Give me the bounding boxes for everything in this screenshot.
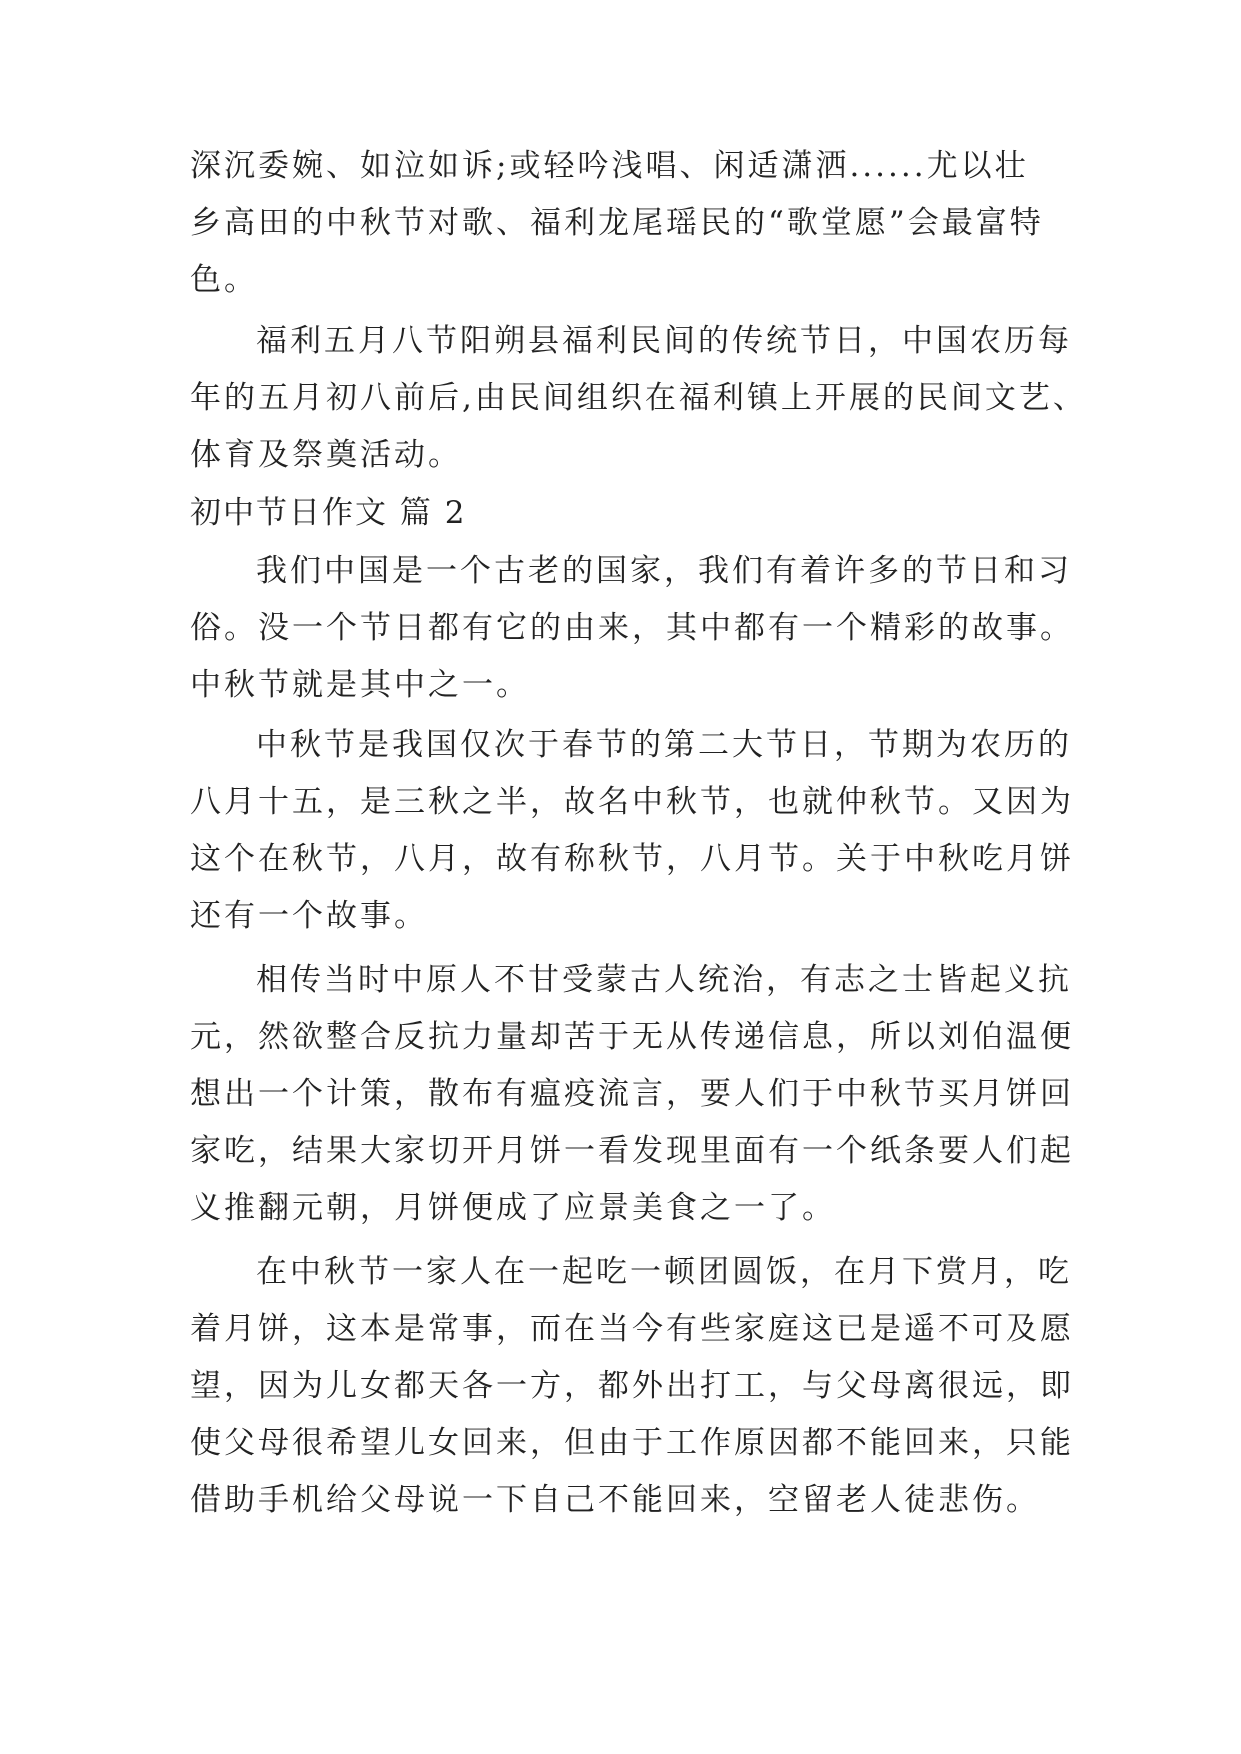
paragraph-line: 中秋节是我国仅次于春节的第二大节日，节期为农历的	[256, 727, 1072, 763]
paragraph-line: 义推翻元朝，月饼便成了应景美食之一了。	[190, 1190, 836, 1226]
paragraph-line: 乡高田的中秋节对歌、福利龙尾瑶民的“歌堂愿”会最富特	[190, 205, 1044, 241]
paragraph-line: 望，因为儿女都天各一方，都外出打工，与父母离很远，即	[190, 1368, 1074, 1404]
paragraph-line: 这个在秋节，八月，故有称秋节，八月节。关于中秋吃月饼	[190, 841, 1074, 877]
paragraph-line: 八月十五，是三秋之半，故名中秋节，也就仲秋节。又因为	[190, 784, 1074, 820]
paragraph-line: 我们中国是一个古老的国家，我们有着许多的节日和习	[256, 553, 1072, 589]
section-heading: 初中节日作文 篇 2	[190, 495, 467, 531]
paragraph-line: 借助手机给父母说一下自己不能回来，空留老人徒悲伤。	[190, 1482, 1040, 1518]
paragraph-line: 想出一个计策，散布有瘟疫流言，要人们于中秋节买月饼回	[190, 1076, 1074, 1112]
paragraph-line: 年的五月初八前后,由民间组织在福利镇上开展的民间文艺、	[190, 380, 1087, 416]
paragraph-line: 还有一个故事。	[190, 898, 428, 934]
paragraph-line: 元，然欲整合反抗力量却苦于无从传递信息，所以刘伯温便	[190, 1019, 1074, 1055]
paragraph-line: 家吃，结果大家切开月饼一看发现里面有一个纸条要人们起	[190, 1133, 1074, 1169]
paragraph-line: 深沉委婉、如泣如诉;或轻吟浅唱、闲适潇洒......尤以壮	[190, 148, 1029, 184]
paragraph-line: 中秋节就是其中之一。	[190, 667, 530, 703]
paragraph-line: 相传当时中原人不甘受蒙古人统治，有志之士皆起义抗	[256, 962, 1072, 998]
paragraph-line: 色。	[190, 262, 258, 298]
paragraph-line: 俗。没一个节日都有它的由来，其中都有一个精彩的故事。	[190, 610, 1074, 646]
paragraph-line: 福利五月八节阳朔县福利民间的传统节日，中国农历每	[256, 323, 1072, 359]
paragraph-line: 使父母很希望儿女回来，但由于工作原因都不能回来，只能	[190, 1425, 1074, 1461]
paragraph-line: 在中秋节一家人在一起吃一顿团圆饭，在月下赏月，吃	[256, 1254, 1072, 1290]
paragraph-line: 体育及祭奠活动。	[190, 437, 462, 473]
paragraph-line: 着月饼，这本是常事，而在当今有些家庭这已是遥不可及愿	[190, 1311, 1074, 1347]
